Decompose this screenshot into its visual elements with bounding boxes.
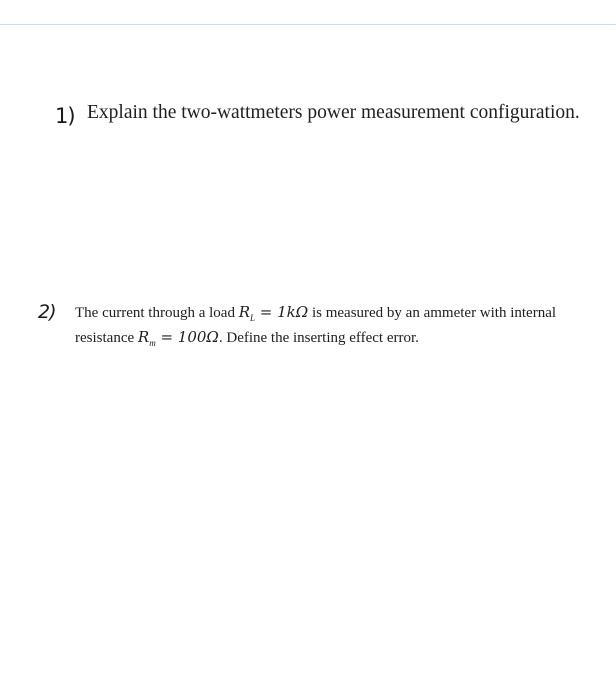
load-resistance-value: = 1kΩ	[255, 303, 309, 321]
meter-resistance-value: = 100Ω	[155, 328, 219, 346]
load-resistance-symbol: R	[238, 303, 250, 321]
question-2-text-d: . Define the inserting effect error.	[218, 330, 419, 346]
question-2-line-1	[75, 303, 556, 322]
question-2-line-2	[75, 328, 419, 347]
question-1-number: 1)	[55, 104, 75, 128]
load-resistance-subscript: L	[250, 313, 256, 323]
meter-resistance-subscript: m	[149, 338, 156, 348]
question-2-text-a: The current through a load	[75, 305, 239, 321]
question-2-text-c: resistance	[75, 330, 138, 346]
question-1-text: Explain the two-wattmeters power measurement configuration.	[87, 102, 580, 123]
question-2-number: 2)	[38, 301, 56, 323]
top-divider	[0, 24, 616, 25]
meter-resistance-symbol: R	[137, 328, 150, 346]
question-2-text-b: is measured by an ammeter with internal	[308, 305, 557, 321]
